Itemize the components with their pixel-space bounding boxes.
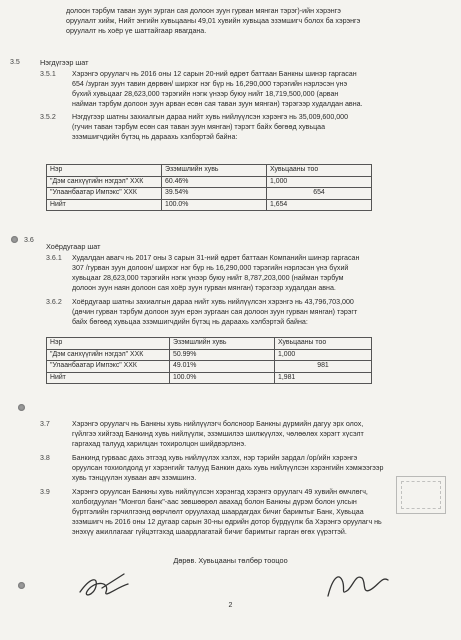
intro-line: оруулалт хийж, Нийт энгийн хувьцааны 49,01 хувийн хувьцаа эзэмшигч болох ба хэрэнгэ	[66, 17, 361, 25]
section-number: 3.9	[40, 488, 50, 496]
paragraph-line: хувьцааг 28,623,000 тэрэгийн нэгж үнээр буюу нийт 8,787,203,000 (найман тэрбум	[72, 274, 344, 282]
table-cell: 50.99%	[170, 349, 275, 361]
intro-line: долоон тэрбум таван зуун зурган сая долоон зуун гурван мянган тэрэг)-ийн хэрэнгэ	[66, 7, 341, 15]
official-stamp	[396, 476, 446, 514]
paragraph-line: байх бөгөөд хувьцаа эзэмшигчдийн бүтэц нь дараахь хэлбэртэй байна:	[72, 318, 308, 326]
table-cell: 981	[275, 361, 372, 373]
punch-hole	[11, 236, 18, 243]
table-row	[47, 361, 372, 373]
table-row	[47, 372, 372, 384]
table-header-cell: Эзэмшлийн хувь	[162, 165, 267, 177]
table-cell: "Дэм санхүүгийн нэгдэл" ХХК	[47, 176, 162, 188]
table-cell: 49.01%	[170, 361, 275, 373]
table-cell: 39.54%	[162, 188, 267, 200]
table-row	[47, 188, 372, 200]
paragraph-line: гаргахад талууд харилцан тохиролцон шийдвэрлэнэ.	[72, 440, 247, 448]
paragraph-line: (дөчин гурван тэрбум долоон зуун ерэн зургаан сая долоон зуун гурван мянган) тэрэгт	[72, 308, 358, 316]
paragraph-line: бүртгэлийн гэрчилгээнд өөрчлөлт оруулахад шаардагдах бичиг баримтыг Банк, Хувьцаа	[72, 508, 364, 516]
paragraph-number: 3.5.2	[40, 113, 56, 121]
next-section-heading: Дөрөв. Хувьцааны төлбөр тооцоо	[173, 556, 288, 565]
section-number: 3.5	[10, 58, 20, 66]
table-cell: "Дэм санхүүгийн нэгдэл" ХХК	[47, 349, 170, 361]
paragraph-line: 654 /зурган зуун тавин дөрвөн/ ширхэг нэг бүр нь 16,290,000 тэрэгийн нэрлэсэн үнэ	[72, 80, 348, 88]
paragraph-line: бүхий хувьцааг 28,623,000 тэрэгийн нэгж үнээр буюу нийт 18,719,500,000 (арван	[72, 90, 339, 98]
table-cell: 100.0%	[162, 199, 267, 211]
table-header-row	[47, 338, 372, 350]
table-cell: 1,000	[275, 349, 372, 361]
paragraph-line: Хэрэнгэ оруулагч нь Банкны хувь нийлүүлэгч болсноор Банкны дүрмийн дагуу эрх олох,	[72, 420, 364, 428]
paragraph-number: 3.6.1	[46, 254, 62, 262]
table-cell: 1,981	[275, 372, 372, 384]
table-cell: 1,000	[267, 176, 372, 188]
punch-hole	[18, 582, 25, 589]
shareholder-table-stage2	[46, 337, 372, 384]
page-number: 2	[228, 602, 233, 609]
table-cell: 654	[267, 188, 372, 200]
table-cell: "Улаанбаатар Импэкс" ХХК	[47, 188, 162, 200]
paragraph-line: долоон зуун наян долоон сая хоёр зуун гурван мянган) тэрэгээр худалдан авна.	[72, 284, 336, 292]
signature-left	[76, 568, 146, 604]
table-header-cell: Эзэмшлийн хувь	[170, 338, 275, 350]
table-header-cell: Нэр	[47, 338, 170, 350]
section-heading: Нэгдүгээр шат	[40, 58, 89, 67]
paragraph-line: Хэрэнгэ оруулсан Банкны хувь нийлүүлсэн хэрэнгэд хэрэнгэ оруулагч 49 хувийн өмчлөгч,	[72, 488, 368, 496]
paragraph-line: эзэмшигчдийн бүтэц нь дараахь хэлбэртэй байна:	[72, 133, 238, 141]
paragraph-number: 3.6.2	[46, 298, 62, 306]
paragraph-line: Хэрэнгэ оруулагч нь 2016 оны 12 сарын 20-ний өдрөт баттаан Банкны шинэр гаргасан	[72, 70, 357, 78]
paragraph-line: 307 /гурван зуун долоон/ ширхэг нэг бүр нь 16,290,000 тэрэгийн нэрлэсэн үнэ бүхий	[72, 264, 349, 272]
table-row	[47, 199, 372, 211]
paragraph-line: Банкинд гурваас дахь этгээд хувь нийлүүлэх хэлэх, нэр тэрийн зардал /ор/ийн хэрэнгэ	[72, 454, 358, 462]
signature-right	[322, 566, 392, 604]
paragraph-line: Худалдан авагч нь 2017 оны 3 сарын 31-ний өдрөт баттаан Компанийн шинэр гаргасан	[72, 254, 360, 262]
table-header-cell: Хувьцааны тоо	[275, 338, 372, 350]
paragraph-line: гүйлгээ хийгээд Банкинд хувь нийлүүлж, эзэмшилээ шилжүүлэх, чөлөөлөх хэрэгт хүсэлт	[72, 430, 364, 438]
punch-hole	[18, 404, 25, 411]
table-cell: "Улаанбаатар Импэкс" ХХК	[47, 361, 170, 373]
table-cell: Нийт	[47, 199, 162, 211]
section-number: 3.7	[40, 420, 50, 428]
table-header-cell: Нэр	[47, 165, 162, 177]
paragraph-line: энэхүү ажиллагааг гүйцэтгэхэд шаардлагатай бичиг баримтыг гарган өгөх үүрэгтэй.	[72, 528, 347, 536]
table-row	[47, 349, 372, 361]
table-cell: 60.46%	[162, 176, 267, 188]
section-number: 3.6	[24, 236, 34, 244]
paragraph-line: Хоёрдугаар шатны захиалгын дараа нийт хувь нийлүүлсэн хэрэнгэ нь 43,796,703,000	[72, 298, 354, 306]
paragraph-line: (гучин таван тэрбум есөн сая таван зуун мянган) тэрэгт байх бөгөөд хувьцаа	[72, 123, 326, 131]
table-row	[47, 176, 372, 188]
table-header-cell: Хувьцааны тоо	[267, 165, 372, 177]
table-header-row	[47, 165, 372, 177]
paragraph-line: оруулсан тохиолдолд уг хэрэнгийг талууд Банкин дахь хувь нийлүүлсэн хэрэнгийн хэмжээгээр	[72, 464, 384, 472]
shareholder-table-stage1	[46, 164, 372, 211]
paragraph-line: Нэгдүгээр шатны захиалгын дараа нийт хувь нийлүүлсэн хэрэнгэ нь 35,009,600,000	[72, 113, 349, 121]
paragraph-line: найман тэрбум долоон зуун арван есөн сая таван зуун мянган) тэрэгээр худалдан авна.	[72, 100, 363, 108]
paragraph-line: холбогдуулан "Монгол банк"-аас зөвшөөрөл авахад болон Банкны дүрэм болон улсын	[72, 498, 357, 506]
intro-line: оруулалт нь хоёр үе шаттайгаар явагдана.	[66, 27, 207, 35]
paragraph-line: хувь тэнцүүлэн хуваан авч эзэмшинэ.	[72, 474, 197, 482]
table-cell: 100.0%	[170, 372, 275, 384]
section-number: 3.8	[40, 454, 50, 462]
table-cell: Нийт	[47, 372, 170, 384]
table-cell: 1,654	[267, 199, 372, 211]
section-heading: Хоёрдугаар шат	[46, 242, 101, 251]
paragraph-number: 3.5.1	[40, 70, 56, 78]
paragraph-line: эзэмшигч нь 2016 оны 12 дугаар сарын 30-ны өдрийн дотор бүрдүүлж ба Хэрэнгэ оруулагч нь	[72, 518, 382, 526]
